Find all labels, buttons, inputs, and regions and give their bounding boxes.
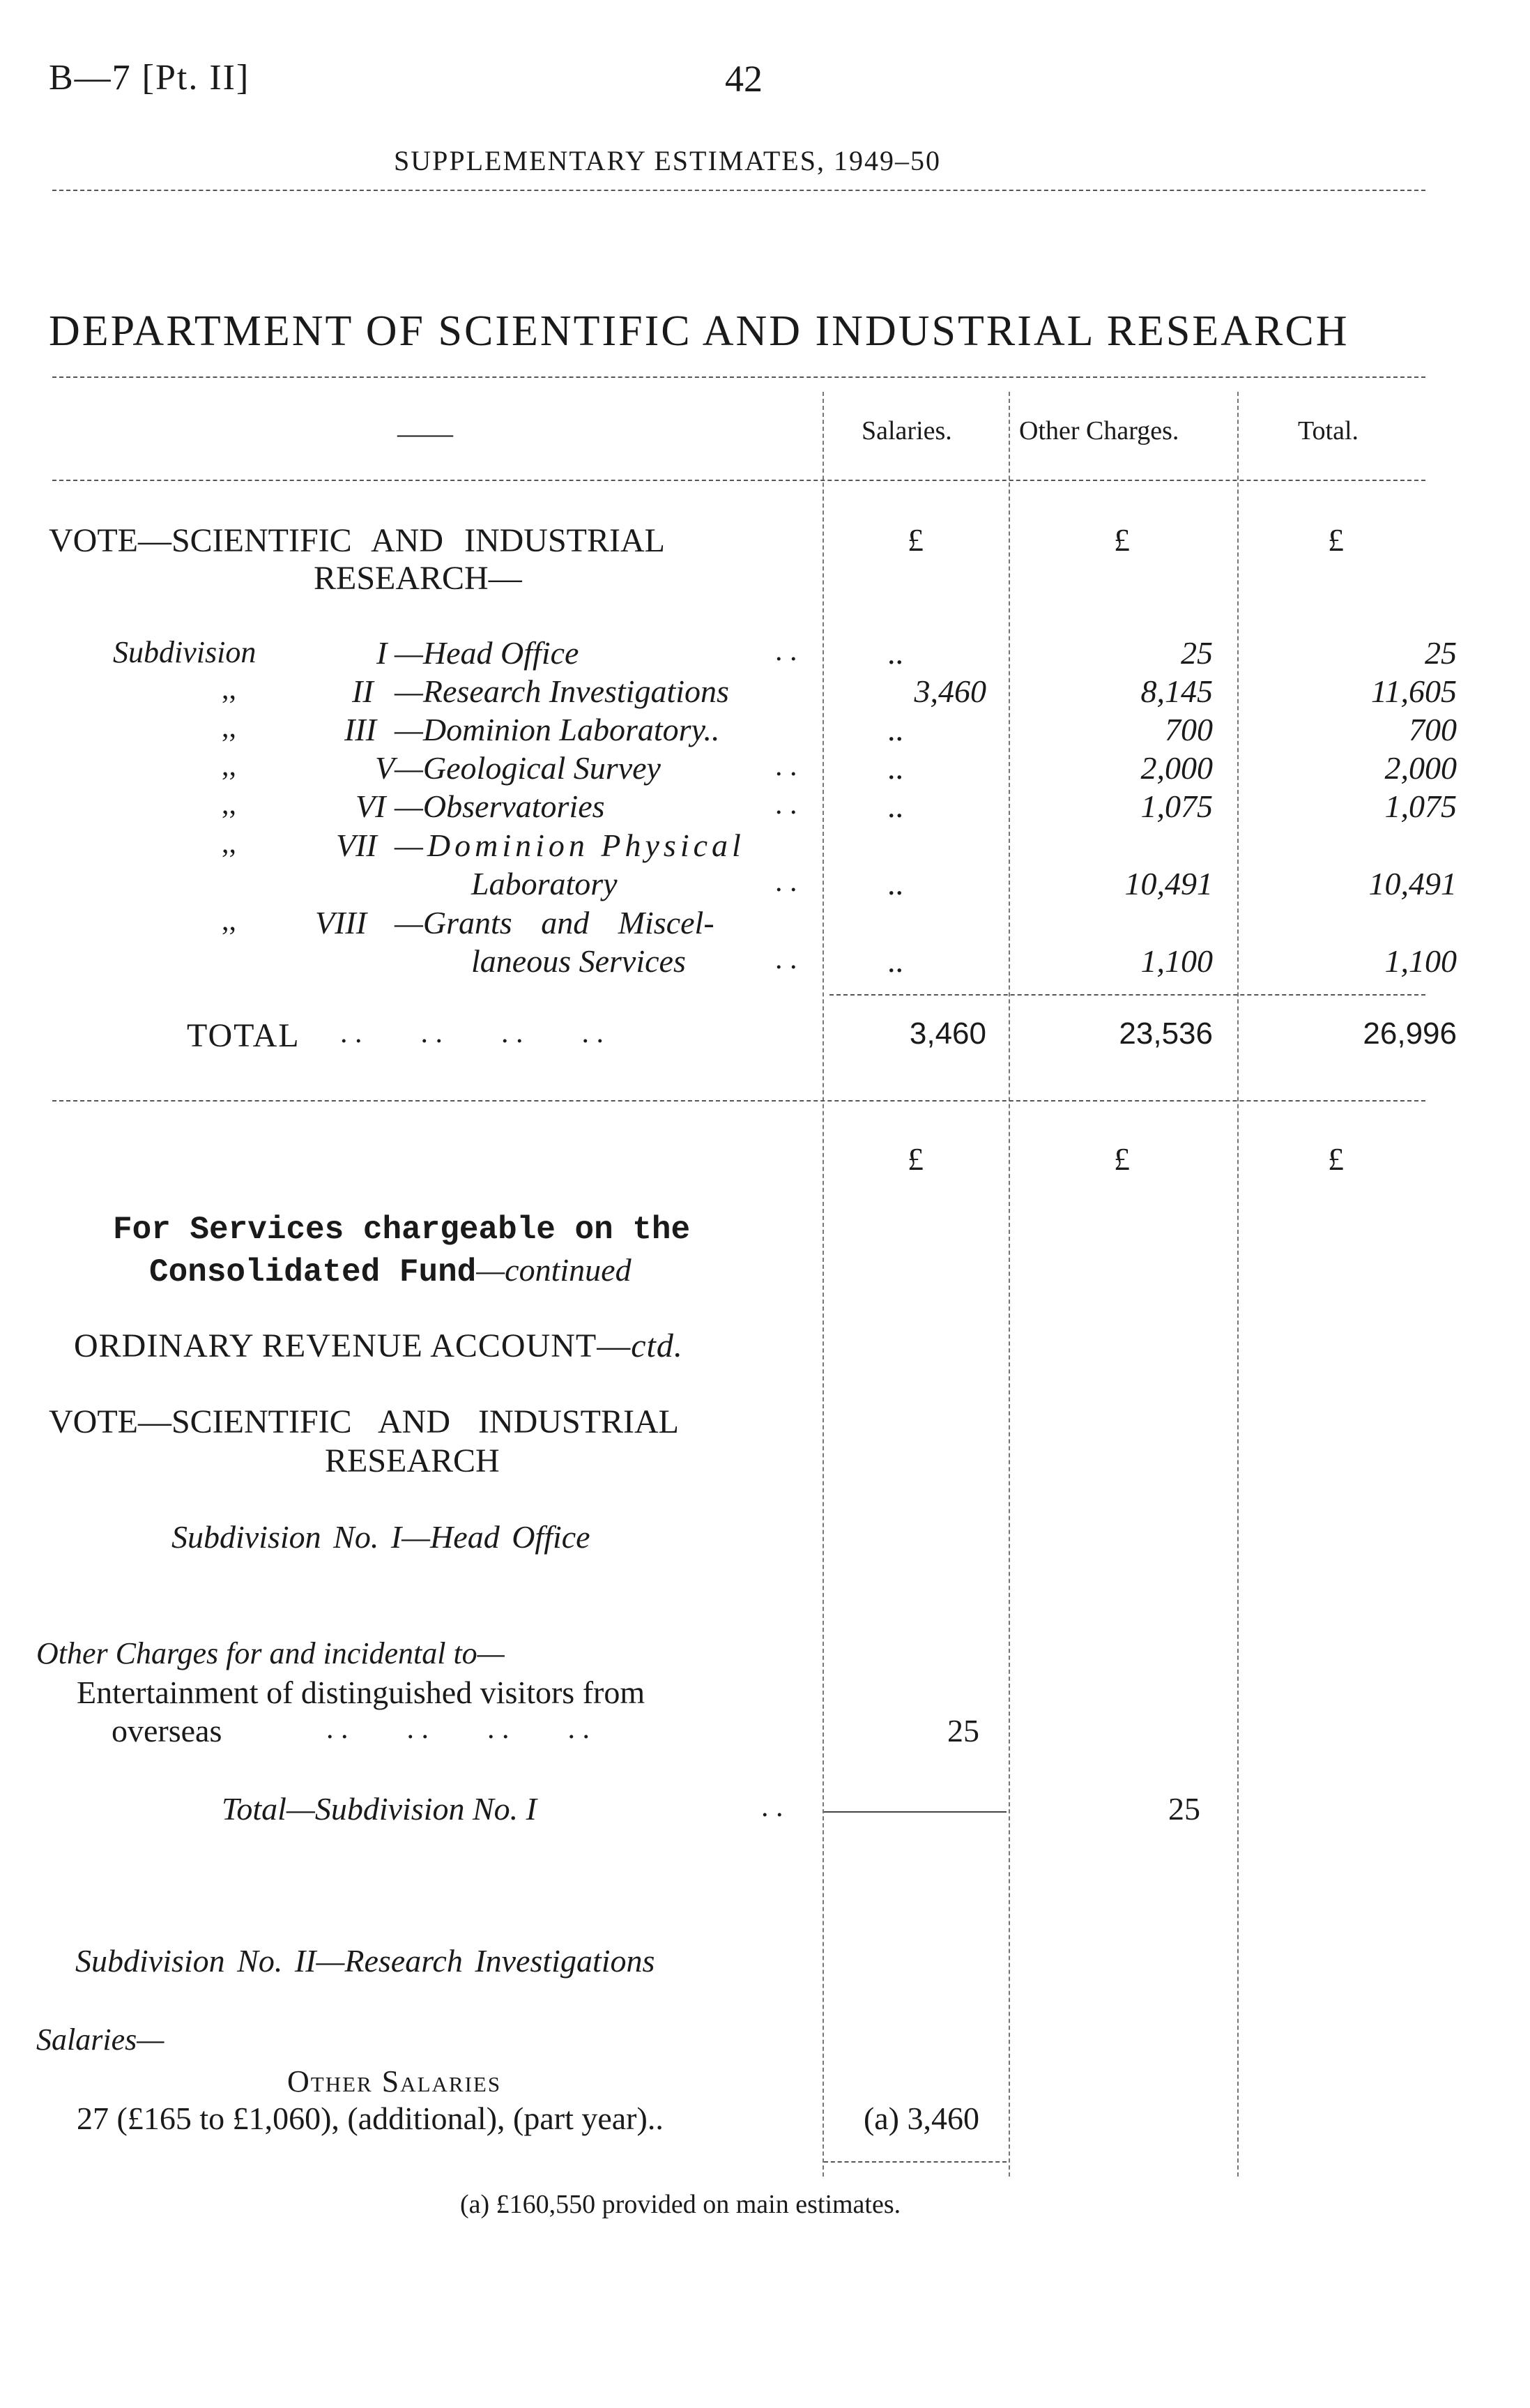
row-total: 2,000 <box>1384 750 1457 786</box>
account-label: ORDINARY REVENUE ACCOUNT— <box>74 1327 632 1364</box>
vote-heading: VOTE—SCIENTIFIC AND INDUSTRIAL <box>49 522 665 559</box>
row-salaries: .. <box>887 635 903 671</box>
row-other-charges: 1,100 <box>1140 943 1213 979</box>
total-subdivision-one-dots: . . <box>761 1791 783 1823</box>
vote-heading-cont: RESEARCH— <box>314 560 522 597</box>
total-leader-dots: . . . . . . . . <box>340 1017 604 1049</box>
row-total: 1,075 <box>1384 788 1457 824</box>
column-header-total: Total. <box>1298 416 1359 445</box>
row-name: —Observatories <box>395 788 605 824</box>
running-title: SUPPLEMENTARY ESTIMATES, 1949–50 <box>394 145 941 176</box>
total-other-charges: 23,536 <box>1119 1016 1213 1051</box>
column-divider <box>823 392 824 2177</box>
row-total: 1,100 <box>1384 943 1457 979</box>
ditto-mark: ,, <box>222 750 236 782</box>
page-number: 42 <box>725 58 763 100</box>
row-name: —Head Office <box>395 635 579 671</box>
total-salaries: 3,460 <box>909 1016 986 1051</box>
stub-heading: —— <box>397 418 453 449</box>
row-roman: I <box>376 635 388 671</box>
ditto-mark: ,, <box>222 788 236 821</box>
row-leader-dots: . . <box>775 788 797 821</box>
row-name: —Geological Survey <box>395 750 661 786</box>
row-salaries: .. <box>887 788 903 824</box>
row-salaries: .. <box>887 750 903 786</box>
row-salaries: .. <box>887 866 903 901</box>
currency-total: £ <box>1328 522 1344 558</box>
row-leader-dots: . . <box>775 635 797 667</box>
row-name: —Grants and Miscel- <box>395 905 714 940</box>
subdivision-two-heading: Subdivision No. II—Research Investigations <box>75 1943 655 1979</box>
row-salaries: .. <box>887 712 903 747</box>
row-name: —Research Investigations <box>395 673 729 709</box>
entertainment-value: 25 <box>947 1713 979 1748</box>
row-roman: VIII <box>315 905 367 940</box>
row-total: 700 <box>1409 712 1457 747</box>
row-other-charges: 25 <box>1181 635 1213 671</box>
department-title: DEPARTMENT OF SCIENTIFIC AND INDUSTRIAL RESEARCH <box>49 307 1349 355</box>
footnote: (a) £160,550 provided on main estimates. <box>460 2190 901 2219</box>
column-header-salaries: Salaries. <box>862 416 952 445</box>
row-leader-dots: . . <box>775 750 797 782</box>
row-other-charges: 700 <box>1165 712 1213 747</box>
subdivision-label: Subdivision <box>113 635 257 669</box>
table-end-rule <box>52 1100 1425 1102</box>
row-roman: V <box>375 750 395 786</box>
row-total: 11,605 <box>1370 673 1457 709</box>
row-other-charges: 2,000 <box>1140 750 1213 786</box>
row-total: 10,491 <box>1368 866 1457 901</box>
row-name-cont: Laboratory <box>471 866 618 901</box>
account-ctd: ctd. <box>631 1327 683 1364</box>
salaries-label: Salaries— <box>36 2022 165 2057</box>
row-roman: II <box>352 673 374 709</box>
other-salaries-label: Other Salaries <box>287 2064 502 2098</box>
total-label: TOTAL <box>187 1017 300 1054</box>
detail-currency-total: £ <box>1328 1141 1344 1177</box>
row-other-charges: 1,075 <box>1140 788 1213 824</box>
currency-other: £ <box>1114 522 1130 558</box>
total-subdivision-one-value: 25 <box>1168 1791 1200 1827</box>
services-heading: For Services chargeable on the <box>113 1212 691 1248</box>
other-charges-label: Other Charges for and incidental to— <box>36 1636 505 1670</box>
detail-bottom-rule <box>824 2161 1007 2163</box>
column-header-other-charges: Other Charges. <box>1019 416 1179 445</box>
row-salaries: 3,460 <box>914 673 986 709</box>
total-subdivision-one-label: Total—Subdivision No. I <box>222 1791 537 1827</box>
salary-value: (a) 3,460 <box>863 2101 979 2136</box>
total-total: 26,996 <box>1363 1016 1457 1051</box>
continued-label: —continued <box>476 1252 632 1288</box>
subdivision-one-heading: Subdivision No. I—Head Office <box>171 1519 590 1555</box>
consolidated-fund-label: Consolidated Fund <box>149 1254 477 1290</box>
detail-vote-heading-cont: RESEARCH <box>325 1442 500 1479</box>
ditto-mark: ,, <box>222 712 236 744</box>
ditto-mark: ,, <box>222 905 236 937</box>
detail-currency-salaries: £ <box>908 1141 924 1177</box>
header-rule <box>52 190 1425 191</box>
row-total: 25 <box>1425 635 1457 671</box>
services-heading-cont <box>149 1251 632 1290</box>
account-heading <box>74 1327 683 1365</box>
ditto-mark: ,, <box>222 828 236 860</box>
detail-vote-heading: VOTE—SCIENTIFIC AND INDUSTRIAL <box>49 1403 679 1440</box>
subtotal-rule <box>829 994 1425 996</box>
page-reference: B—7 [Pt. II] <box>49 58 250 98</box>
currency-salaries: £ <box>908 522 924 558</box>
row-leader-dots: . . <box>775 943 797 975</box>
column-header-rule <box>52 480 1425 481</box>
row-name: —Dominion Physical <box>395 828 745 863</box>
salary-item: 27 (£165 to £1,060), (additional), (part year).. <box>77 2101 664 2136</box>
detail-currency-other: £ <box>1114 1141 1130 1177</box>
row-other-charges: 10,491 <box>1124 866 1213 901</box>
row-roman: III <box>344 712 376 747</box>
entertainment-item-cont: overseas <box>112 1713 222 1748</box>
row-name-cont: laneous Services <box>471 943 686 979</box>
row-roman: VII <box>336 828 377 863</box>
subtotal-rule <box>824 1811 1007 1813</box>
row-leader-dots: . . <box>775 866 797 898</box>
ditto-mark: ,, <box>222 673 236 706</box>
row-salaries: .. <box>887 943 903 979</box>
column-divider <box>1237 392 1239 2177</box>
entertainment-leader-dots: . . . . . . . . <box>326 1713 590 1745</box>
title-rule <box>52 376 1425 378</box>
column-divider <box>1009 392 1010 2177</box>
row-other-charges: 8,145 <box>1140 673 1213 709</box>
entertainment-item: Entertainment of distinguished visitors from <box>77 1675 645 1710</box>
row-name: —Dominion Laboratory.. <box>395 712 720 747</box>
row-roman: VI <box>355 788 386 824</box>
